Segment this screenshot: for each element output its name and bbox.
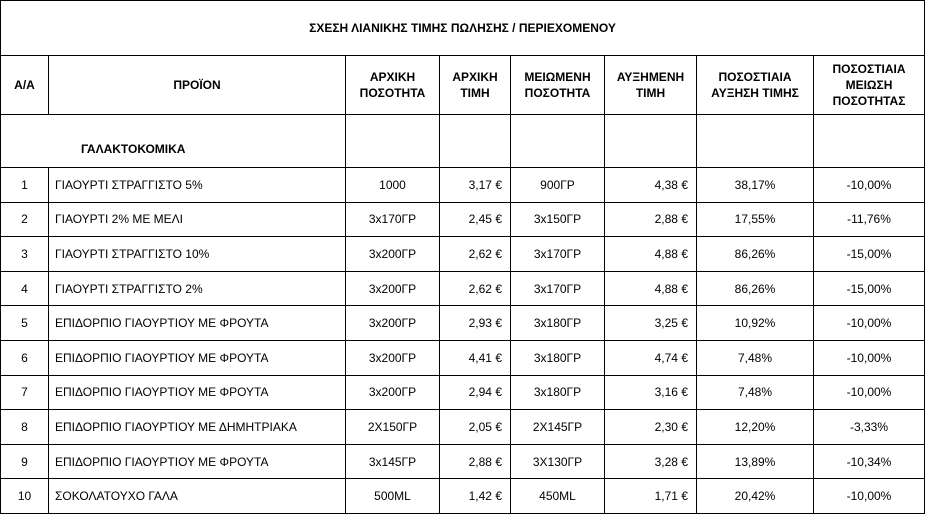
header-initial-qty: ΑΡΧΙΚΗ ΠΟΣΟΤΗΤΑ (346, 56, 440, 115)
cell-initial-qty: 3x170ΓΡ (346, 202, 440, 237)
cell-pct-qty-decrease: -10,00% (814, 168, 925, 203)
cell-product: ΕΠΙΔΟΡΠΙΟ ΓΙΑΟΥΡΤΙΟΥ ΜΕ ΦΡΟΥΤΑ (49, 444, 346, 479)
cell-initial-price: 2,62 € (440, 237, 511, 272)
cell-reduced-qty: 450ML (511, 479, 605, 514)
header-initial-price: ΑΡΧΙΚΗ ΤΙΜΗ (440, 56, 511, 115)
cell-reduced-qty: 900ΓΡ (511, 168, 605, 203)
cell-pct-qty-decrease: -10,34% (814, 444, 925, 479)
cell-reduced-qty: 2X145ΓΡ (511, 410, 605, 445)
cell-aa: 2 (1, 202, 49, 237)
cell-initial-qty: 3x200ΓΡ (346, 271, 440, 306)
table-row (1, 202, 925, 237)
table-row (1, 444, 925, 479)
cell-increased-price: 3,28 € (605, 444, 697, 479)
table-row (1, 168, 925, 203)
category-row (1, 115, 925, 168)
cell-pct-qty-decrease: -10,00% (814, 340, 925, 375)
cell-aa: 9 (1, 444, 49, 479)
cell-pct-qty-decrease: -11,76% (814, 202, 925, 237)
cell-aa: 5 (1, 306, 49, 341)
cell-pct-qty-decrease: -10,00% (814, 375, 925, 410)
table-row (1, 271, 925, 306)
cell-product: ΕΠΙΔΟΡΠΙΟ ΓΙΑΟΥΡΤΙΟΥ ΜΕ ΦΡΟΥΤΑ (49, 306, 346, 341)
cell-reduced-qty: 3x170ΓΡ (511, 237, 605, 272)
cell-pct-price-increase: 12,20% (697, 410, 814, 445)
cell-initial-price: 2,62 € (440, 271, 511, 306)
cell-pct-qty-decrease: -15,00% (814, 271, 925, 306)
header-reduced-qty: ΜΕΙΩΜΕΝΗ ΠΟΣΟΤΗΤΑ (511, 56, 605, 115)
cell-reduced-qty: 3x180ΓΡ (511, 375, 605, 410)
header-pct-qty-decrease: ΠΟΣΟΣΤΙΑΙΑ ΜΕΙΩΣΗ ΠΟΣΟΤΗΤΑΣ (814, 56, 925, 115)
cell-increased-price: 2,88 € (605, 202, 697, 237)
cell-aa: 1 (1, 168, 49, 203)
cell-initial-qty: 500ML (346, 479, 440, 514)
cell-initial-price: 2,05 € (440, 410, 511, 445)
category-empty-cell (605, 115, 697, 168)
cell-product: ΓΙΑΟΥΡΤΙ ΣΤΡΑΓΓΙΣΤΟ 2% (49, 271, 346, 306)
cell-initial-price: 2,45 € (440, 202, 511, 237)
cell-pct-qty-decrease: -10,00% (814, 479, 925, 514)
cell-initial-qty: 3x200ΓΡ (346, 375, 440, 410)
cell-initial-qty: 3x200ΓΡ (346, 340, 440, 375)
cell-product: ΓΙΑΟΥΡΤΙ ΣΤΡΑΓΓΙΣΤΟ 5% (49, 168, 346, 203)
cell-initial-price: 2,94 € (440, 375, 511, 410)
cell-initial-qty: 1000 (346, 168, 440, 203)
table-title: ΣΧΕΣΗ ΛΙΑΝΙΚΗΣ ΤΙΜΗΣ ΠΩΛΗΣΗΣ / ΠΕΡΙΕΧΟΜΕΝΟΥ (1, 1, 925, 56)
cell-pct-price-increase: 38,17% (697, 168, 814, 203)
cell-aa: 10 (1, 479, 49, 514)
cell-increased-price: 4,38 € (605, 168, 697, 203)
header-row (1, 56, 925, 115)
header-increased-price: ΑΥΞΗΜΕΝΗ ΤΙΜΗ (605, 56, 697, 115)
cell-increased-price: 2,30 € (605, 410, 697, 445)
cell-increased-price: 4,88 € (605, 271, 697, 306)
table-row (1, 410, 925, 445)
cell-pct-price-increase: 13,89% (697, 444, 814, 479)
cell-reduced-qty: 3x170ΓΡ (511, 271, 605, 306)
category-empty-cell (697, 115, 814, 168)
cell-pct-qty-decrease: -10,00% (814, 306, 925, 341)
cell-initial-price: 4,41 € (440, 340, 511, 375)
table-row (1, 479, 925, 514)
cell-increased-price: 3,25 € (605, 306, 697, 341)
category-empty-cell (511, 115, 605, 168)
cell-increased-price: 1,71 € (605, 479, 697, 514)
cell-reduced-qty: 3x180ΓΡ (511, 340, 605, 375)
cell-pct-qty-decrease: -15,00% (814, 237, 925, 272)
cell-initial-qty: 3x145ΓΡ (346, 444, 440, 479)
category-empty-cell (440, 115, 511, 168)
cell-initial-price: 2,93 € (440, 306, 511, 341)
table-row (1, 375, 925, 410)
cell-product: ΕΠΙΔΟΡΠΙΟ ΓΙΑΟΥΡΤΙΟΥ ΜΕ ΦΡΟΥΤΑ (49, 340, 346, 375)
title-row (1, 1, 925, 56)
cell-pct-price-increase: 7,48% (697, 340, 814, 375)
header-pct-price-increase: ΠΟΣΟΣΤΙΑΙΑ ΑΥΞΗΣΗ ΤΙΜΗΣ (697, 56, 814, 115)
cell-product: ΕΠΙΔΟΡΠΙΟ ΓΙΑΟΥΡΤΙΟΥ ΜΕ ΔΗΜΗΤΡΙΑΚΑ (49, 410, 346, 445)
cell-aa: 8 (1, 410, 49, 445)
cell-pct-price-increase: 20,42% (697, 479, 814, 514)
cell-reduced-qty: 3X130ΓΡ (511, 444, 605, 479)
header-product: ΠΡΟΪΟΝ (49, 56, 346, 115)
cell-pct-price-increase: 7,48% (697, 375, 814, 410)
cell-aa: 7 (1, 375, 49, 410)
table-row (1, 237, 925, 272)
cell-pct-price-increase: 10,92% (697, 306, 814, 341)
cell-aa: 3 (1, 237, 49, 272)
cell-initial-qty: 3x200ΓΡ (346, 306, 440, 341)
cell-reduced-qty: 3x180ΓΡ (511, 306, 605, 341)
cell-product: ΓΙΑΟΥΡΤΙ 2% ΜΕ ΜΕΛΙ (49, 202, 346, 237)
cell-initial-price: 2,88 € (440, 444, 511, 479)
cell-initial-qty: 3x200ΓΡ (346, 237, 440, 272)
cell-increased-price: 4,74 € (605, 340, 697, 375)
cell-product: ΕΠΙΔΟΡΠΙΟ ΓΙΑΟΥΡΤΙΟΥ ΜΕ ΦΡΟΥΤΑ (49, 375, 346, 410)
category-label: ΓΑΛΑΚΤΟΚΟΜΙΚΑ (1, 115, 346, 168)
category-empty-cell (346, 115, 440, 168)
header-aa: Α/Α (1, 56, 49, 115)
category-empty-cell (814, 115, 925, 168)
cell-initial-price: 1,42 € (440, 479, 511, 514)
cell-pct-price-increase: 86,26% (697, 237, 814, 272)
cell-initial-price: 3,17 € (440, 168, 511, 203)
cell-pct-qty-decrease: -3,33% (814, 410, 925, 445)
cell-aa: 6 (1, 340, 49, 375)
cell-increased-price: 4,88 € (605, 237, 697, 272)
table-row (1, 340, 925, 375)
table-row (1, 306, 925, 341)
cell-increased-price: 3,16 € (605, 375, 697, 410)
cell-pct-price-increase: 17,55% (697, 202, 814, 237)
cell-product: ΓΙΑΟΥΡΤΙ ΣΤΡΑΓΓΙΣΤΟ 10% (49, 237, 346, 272)
cell-reduced-qty: 3x150ΓΡ (511, 202, 605, 237)
cell-initial-qty: 2X150ΓΡ (346, 410, 440, 445)
cell-aa: 4 (1, 271, 49, 306)
cell-product: ΣΟΚΟΛΑΤΟΥΧΟ ΓΑΛΑ (49, 479, 346, 514)
cell-pct-price-increase: 86,26% (697, 271, 814, 306)
